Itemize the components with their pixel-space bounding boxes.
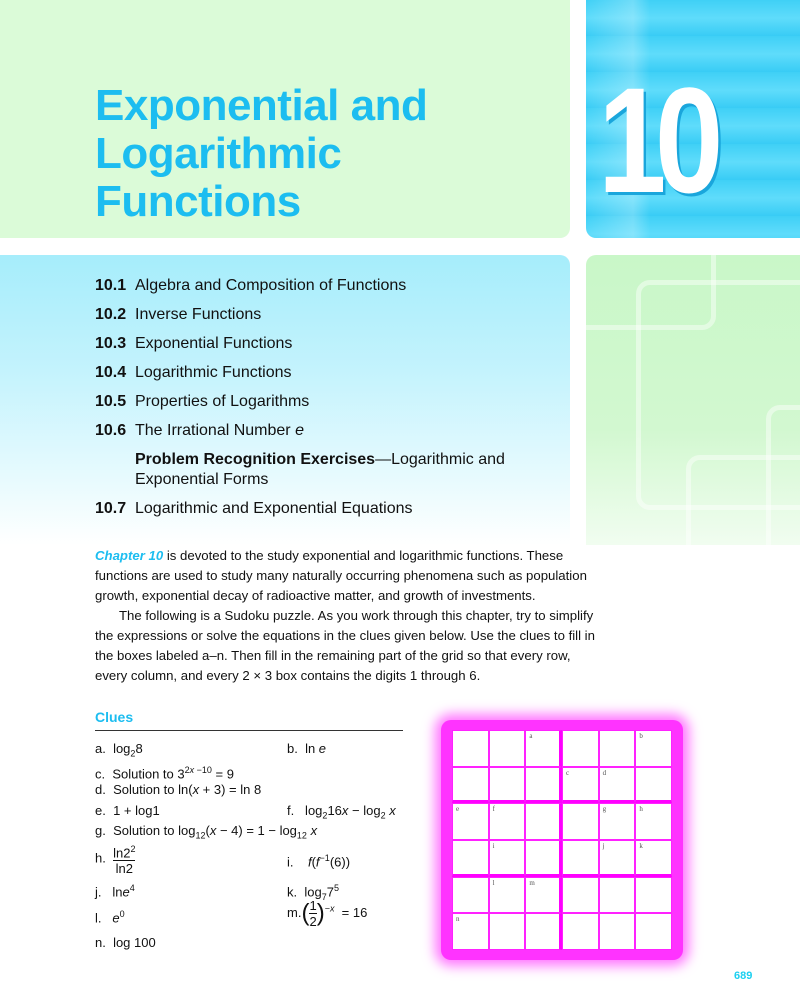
sudoku-cell[interactable] [489,877,526,914]
toc-item[interactable] [95,392,555,421]
intro-text: is devoted to the study exponential and logarithmic functions. These functions are used to study many naturally occurring phenomena such as population growth, exponential decay of radioactive matter, and growth of investments. [95,548,587,603]
toc-section-number: 10.2 [95,306,127,323]
clue-h: h. $\frac{\ln 2^2}{\ln 2}$ [95,844,136,877]
table-of-contents [95,276,555,528]
sudoku-grid [452,730,672,950]
sudoku-cell-label: b [639,732,643,740]
sudoku-cell[interactable] [489,803,526,840]
sudoku-cell-label: j [602,842,605,850]
sudoku-cell-label: e [456,805,460,814]
sudoku-cell[interactable] [452,803,489,840]
toc-title-italic: e [295,422,304,439]
chapter-title-line: Exponential and [95,81,428,130]
intro-paragraph: The following is a Sudoku puzzle. As you work through this chapter, try to simplify the expressions or solve the equations in the clues given below. Use the clues to fill in the boxes labeled a–n. Then fill in the remaining part of the grid so that every row, every column, and every 2 × 3 box contains the digits 1 through 6. [95,608,595,683]
toc-section-title [135,421,555,450]
page-number: 689 [734,970,753,982]
decorative-line [686,455,800,545]
toc-section-number: 10.3 [95,335,127,352]
sudoku-cell-label: c [566,768,570,777]
clue-f: f. $\log_216x - \log_2 x$ [287,803,396,821]
toc-section-title: Properties of Logarithms [135,393,310,410]
sudoku-cell[interactable] [562,730,599,767]
sudoku-cell[interactable] [599,877,636,914]
toc-item[interactable] [95,334,555,363]
sudoku-cell-label: h [639,805,643,814]
toc-item[interactable] [95,305,555,334]
clue-i: i. $f(f^{-1}(6))$ [287,853,351,870]
sudoku-cell[interactable] [599,913,636,950]
toc-section-title [135,450,555,490]
sudoku-cell[interactable] [635,803,672,840]
clue-j: j. lne$^4$ [95,883,135,900]
toc-section-title: Logarithmic and Exponential Equations [135,500,413,517]
toc-section-title: Algebra and Composition of Functions [135,277,407,294]
toc-title-text: The Irrational Number [135,422,291,439]
toc-section-title: Exponential Functions [135,335,293,352]
chapter-number: 10 [598,56,712,224]
toc-item[interactable] [95,363,555,392]
sudoku-cell[interactable] [489,913,526,950]
sudoku-cell[interactable] [489,730,526,767]
chapter-reference: Chapter 10 [95,548,164,563]
sudoku-cell[interactable] [562,767,599,804]
sudoku-cell[interactable] [489,840,526,877]
clues-heading: Clues [95,709,134,725]
sudoku-cell[interactable] [599,730,636,767]
sudoku-cell[interactable] [562,803,599,840]
sudoku-cell[interactable] [452,877,489,914]
sudoku-cell[interactable] [599,803,636,840]
sudoku-cell[interactable] [525,913,562,950]
toc-section-number [95,450,135,490]
sudoku-cell[interactable] [489,767,526,804]
toc-section-number: 10.1 [95,277,127,294]
sudoku-cell[interactable] [635,767,672,804]
clue-c: c. Solution to $3^{2x -10} = 9$ [95,765,234,782]
clue-e: e. 1 + log1 [95,803,160,818]
clue-a: a. $\log_28$ [95,741,143,759]
sudoku-cell[interactable] [525,730,562,767]
sudoku-cell[interactable] [525,877,562,914]
sudoku-cell-label: m [529,878,535,887]
sudoku-cell[interactable] [525,767,562,804]
toc-section-number: 10.5 [95,393,127,410]
toc-item-problem-recognition[interactable] [95,450,555,490]
sudoku-cell[interactable] [452,840,489,877]
sudoku-cell[interactable] [452,730,489,767]
toc-section-number: 10.7 [95,500,127,517]
sudoku-cell[interactable] [452,913,489,950]
toc-section-title: Logarithmic Functions [135,364,292,381]
sudoku-cell-label: a [529,732,533,740]
sudoku-cell-label: d [602,768,607,777]
sudoku-cell[interactable] [635,877,672,914]
toc-title-text: —Logarithmic and Exponential Forms [135,451,505,488]
sudoku-cell[interactable] [525,840,562,877]
clue-n: n. log 100 [95,935,156,950]
toc-section-title: Inverse Functions [135,306,262,323]
sudoku-puzzle [441,720,683,960]
sudoku-cell-label: f [492,805,495,814]
sudoku-cell[interactable] [562,840,599,877]
clue-m: m.( $\frac{1}{2}$ )$^{-x}$ = 16 [287,898,368,929]
toc-item[interactable] [95,276,555,305]
chapter-title [95,82,427,226]
toc-section-number: 10.6 [95,422,127,439]
intro-paragraph [95,546,595,606]
clue-g: g. Solution to $\log_{12}(x - 4) = 1 - \log_{12} x$ [95,823,318,841]
sudoku-cell[interactable] [599,767,636,804]
sudoku-cell[interactable] [525,803,562,840]
chapter-title-line: Functions [95,177,301,226]
sudoku-cell[interactable] [599,840,636,877]
toc-title-bold: Problem Recognition Exercises [135,451,376,468]
clue-d: d. Solution to ln(x + 3) = ln 8 [95,782,262,797]
chapter-introduction [95,546,595,686]
sudoku-cell-label: g [602,805,607,814]
sudoku-cell[interactable] [452,767,489,804]
toc-item[interactable] [95,499,555,528]
sudoku-cell-label: i [492,842,495,850]
sudoku-cell[interactable] [635,840,672,877]
decorative-panel [586,255,800,545]
sudoku-cell[interactable] [635,730,672,767]
toc-section-number: 10.4 [95,364,127,381]
sudoku-cell-label: k [639,842,643,850]
toc-item[interactable] [95,421,555,450]
decorative-line [586,255,716,330]
sudoku-cell[interactable] [562,877,599,914]
clue-b: b. ln e [287,741,327,756]
clue-k: k. $\log_77^5$ [287,883,339,902]
sudoku-cell[interactable] [562,913,599,950]
clue-l: l. $e^0$ [95,909,125,926]
sudoku-cell-label: n [456,915,460,924]
chapter-title-line: Logarithmic [95,129,342,178]
sudoku-cell[interactable] [635,913,672,950]
clues-divider [95,730,403,731]
sudoku-cell-label: l [492,878,495,887]
